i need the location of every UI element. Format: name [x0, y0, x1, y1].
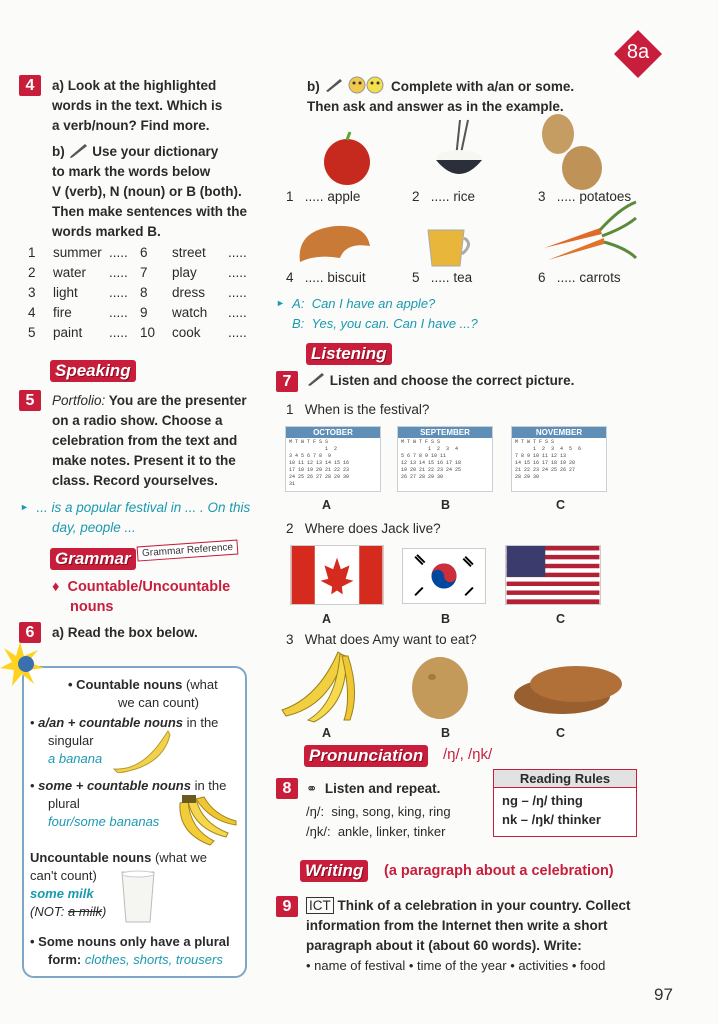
pair-work-icon [347, 76, 387, 94]
exercise-4-number: 4 [19, 75, 41, 96]
apple-icon [320, 130, 374, 186]
carrots-icon [540, 198, 640, 268]
pronunciation-symbols: /ŋ/, /ŋk/ [443, 746, 493, 763]
listening-instruction: Listen and choose the correct picture. [306, 371, 574, 391]
unit-number: 8a [626, 41, 650, 63]
canada-flag-option-a[interactable] [290, 545, 384, 605]
word-item: 9 watch ..... [140, 305, 247, 320]
bananas-option-a[interactable] [278, 648, 358, 724]
option-label-c: C [556, 726, 566, 740]
milk-glass-icon [118, 868, 158, 924]
listening-q1: 1 When is the festival? [286, 402, 430, 417]
ex4-b-line: Then make sentences with the [52, 204, 248, 219]
ex6-b-text: b) Complete with a/an or some. Then ask and answer as in the example. [307, 76, 574, 117]
bananas-bunch-icon [170, 793, 240, 849]
ict-tag: ICT [306, 897, 334, 914]
example-line: ... is a popular festival in ... . On this [36, 500, 251, 515]
listening-q2: 2 Where does Jack live? [286, 521, 441, 536]
biscuit-icon [296, 222, 374, 270]
grammar-reference-tag: Grammar Reference [137, 539, 239, 561]
pencil-icon [324, 77, 344, 93]
option-label-b: B [441, 498, 451, 512]
ex6-a-text: a) Read the box below. [52, 625, 198, 640]
speaking-text [52, 391, 247, 491]
listening-q3: 3 What does Amy want to eat? [286, 632, 477, 647]
ex4-b-line: Use your dictionary [92, 144, 219, 159]
biscuits-option-c[interactable] [512, 660, 624, 718]
calendar-option-c[interactable]: NOVEMBER M T W T F S S 1 2 3 4 5 6 7 8 9 10 11 12 13 14 15 16 17 18 19 20 21 22 23 24 25 26 27 28 29 30 [511, 426, 607, 492]
pron-line-2: /ŋk/: ankle, linker, tinker [306, 824, 446, 839]
ex4-b-line: to mark the words below [52, 164, 211, 179]
speaking-line: make notes. Present it to the [52, 453, 236, 468]
option-label-b: B [441, 612, 451, 626]
word-item: 5 paint ..... [28, 325, 128, 340]
word-item: 3 light ..... [28, 285, 128, 300]
tea-cup-icon [418, 220, 476, 270]
exercise-7-number: 7 [276, 371, 298, 392]
rule-item: ng – /ŋ/ thing [502, 793, 583, 808]
reading-rules-heading: Reading Rules [494, 770, 636, 788]
writing-bullets: • name of festival • time of the year • activities • food [306, 958, 606, 973]
arrow-icon: ► [20, 502, 29, 512]
grammar-box-plural-only: • Some nouns only have a plural form: clothes, shorts, trousers [30, 934, 230, 967]
page-number: 97 [654, 985, 673, 1004]
korea-flag-option-b[interactable] [402, 548, 486, 604]
usa-flag-option-c[interactable] [505, 545, 601, 605]
potato-option-b[interactable] [408, 655, 472, 721]
speaking-line: class. Record yourselves. [52, 473, 218, 488]
word-item: 8 dress ..... [140, 285, 247, 300]
rice-bowl-icon [434, 118, 484, 186]
pron-line-1: /ŋ/: sing, song, king, ring [306, 804, 451, 819]
portfolio-label: Portfolio: [52, 393, 106, 408]
listening-heading: Listening [306, 343, 392, 365]
grammar-topic: ♦ Countable/Uncountable nouns [52, 579, 231, 615]
speaking-example [20, 497, 250, 538]
diamond-bullet-icon: ♦ [52, 579, 60, 595]
ex4-a-text [52, 76, 222, 136]
option-label-b: B [441, 726, 451, 740]
exercise-9-number: 9 [276, 896, 298, 917]
reading-rules-box [493, 769, 637, 837]
ex4-b-text [52, 142, 247, 242]
grammar-box-content: • Countable nouns (what we can count) • a/an + countable nouns in the singular a banana [30, 677, 219, 766]
calendar-option-a[interactable]: OCTOBER M T W T F S S 1 2 3 4 5 6 7 8 9 10 11 12 13 14 15 16 17 18 19 20 21 22 23 24 25 26 27 28 29 30 31 [285, 426, 381, 492]
speaking-line: on a radio show. Choose a [52, 413, 223, 428]
ex4-b-line: V (verb), N (noun) or B (both). [52, 184, 242, 199]
grammar-box-uncountable: Uncountable nouns (what we can't count) some milk (NOT: a milk) [30, 850, 207, 919]
pencil-icon [306, 371, 326, 387]
speaking-heading: Speaking [50, 360, 136, 382]
ex4-a-line: a) Look at the highlighted [52, 78, 217, 93]
pronunciation-heading: Pronunciation [304, 745, 428, 767]
grammar-box-plural: • some + countable nouns in the plural four/some bananas [30, 778, 227, 829]
arrow-icon: ► [276, 298, 285, 308]
ex4-a-line: words in the text. Which is [52, 98, 223, 113]
speaking-line: celebration from the text and [52, 433, 238, 448]
grammar-heading: Grammar [50, 548, 136, 570]
banana-icon [112, 727, 172, 773]
option-label-c: C [556, 498, 566, 512]
option-label-a: A [322, 612, 332, 626]
word-item: 6 street ..... [140, 245, 247, 260]
option-label-c: C [556, 612, 566, 626]
writing-heading: Writing [300, 860, 368, 882]
option-label-a: A [322, 726, 332, 740]
writing-subtitle: (a paragraph about a celebration) [384, 863, 614, 879]
word-item: 2 water ..... [28, 265, 128, 280]
exercise-8-number: 8 [276, 778, 298, 799]
ex4-b-label: b) [52, 144, 65, 159]
writing-text: ICT Think of a celebration in your country. Collect information from the Internet then write a short paragraph about it (about 60 words). Write: [306, 898, 631, 953]
exercise-6-number: 6 [19, 622, 41, 643]
ex4-b-line: words marked B. [52, 224, 161, 239]
word-item: 7 play ..... [140, 265, 247, 280]
ex-b-dialogue: ► A: Can I have an apple? B: Yes, you can. Can I have ...? [276, 296, 478, 331]
word-item: 1 summer ..... [28, 245, 128, 260]
pronunciation-instruction: ⚭ Listen and repeat. [306, 781, 441, 796]
ex4-a-line: a verb/noun? Find more. [52, 118, 210, 133]
exercise-5-number: 5 [19, 390, 41, 411]
pencil-icon [69, 142, 89, 158]
example-line: day, people ... [52, 520, 136, 535]
potatoes-icon [540, 112, 604, 192]
word-item: 10 cook ..... [140, 325, 247, 340]
rule-item: nk – /ŋk/ thinker [502, 812, 601, 827]
word-item: 4 fire ..... [28, 305, 128, 320]
speaking-line: You are the presenter [105, 393, 247, 408]
calendar-option-b[interactable]: SEPTEMBER M T W T F S S 1 2 3 4 5 6 7 8 9 10 11 12 13 14 15 16 17 18 19 20 21 22 23 24 25 26 27 28 29 30 [397, 426, 493, 492]
unit-badge [612, 28, 664, 80]
headphones-icon: ⚭ [306, 781, 318, 796]
option-label-a: A [322, 498, 332, 512]
